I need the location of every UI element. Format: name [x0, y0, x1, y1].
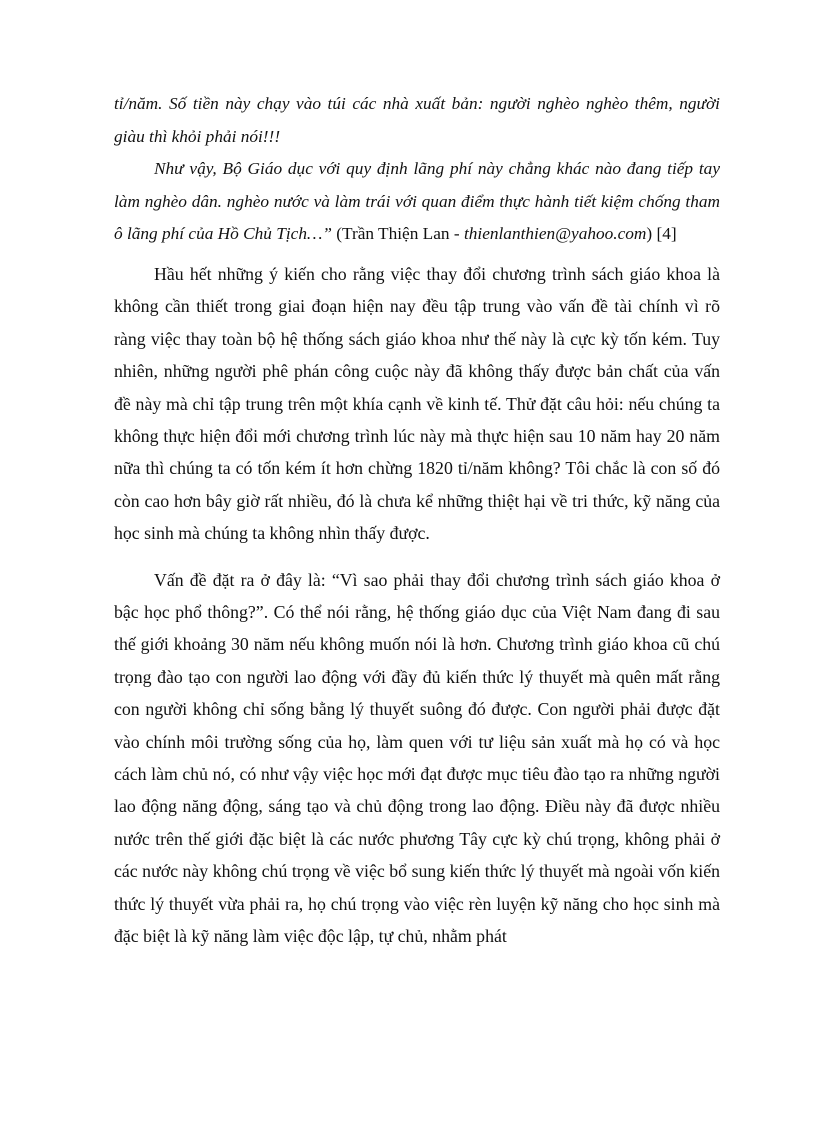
attribution-email: thienlanthien@yahoo.com — [463, 224, 647, 244]
quote-paragraph-2 — [114, 153, 720, 251]
quote-paragraph-1: tỉ/năm. Số tiền này chạy vào túi các nhà xuất bản: người nghèo nghèo thêm, người giàu thì khỏi phải nói!!! — [114, 94, 720, 146]
attribution-open: (Trần Thiện Lan - — [331, 224, 464, 244]
body-paragraph-1: Hầu hết những ý kiến cho rằng việc thay đổi chương trình sách giáo khoa là không cần thiết trong giai đoạn hiện nay đều tập trung vào vấn đề tài chính vì rõ ràng việc thay toàn bộ hệ thống sách giáo khoa như thế này là cực kỳ tốn kém. Tuy nhiên, những người phê phán công cuộc này đã không thấy được bản chất của vấn đề này mà chỉ tập trung trên một khía cạnh về kinh tế. Thử đặt câu hỏi: nếu chúng ta không thực hiện đổi mới chương trình lúc này mà thực hiện sau 10 năm hay 20 năm nữa thì chúng ta có tốn kém ít hơn chừng 1820 tỉ/năm không? Tôi chắc là con số đó còn cao hơn bây giờ rất nhiều, đó là chưa kể những thiệt hại về tri thức, kỹ năng của học sinh mà chúng ta không nhìn thấy được. — [114, 263, 720, 544]
spacer — [114, 550, 720, 564]
page-content — [114, 88, 720, 953]
quote-paragraph-2-text: Như vậy, Bộ Giáo dục với quy định lãng phí này chẳng khác nào đang tiếp tay làm nghèo dân. nghèo nước và làm trái với quan điểm thực hành tiết kiệm chống tham ô lãng phí của Hồ Chủ Tịch…” — [114, 159, 720, 244]
attribution-close: ) [4] — [646, 224, 677, 244]
quoted-passage — [114, 88, 720, 251]
body-paragraph-2: Vấn đề đặt ra ở đây là: “Vì sao phải thay đổi chương trình sách giáo khoa ở bậc học phổ thông?”. Có thể nói rằng, hệ thống giáo dục của Việt Nam đang đi sau thế giới khoảng 30 năm nếu không muốn nói là hơn. Chương trình giáo khoa cũ chú trọng đào tạo con người lao động với đầy đủ kiến thức lý thuyết mà quên mất rằng con người không chỉ sống bằng lý thuyết suông đó được. Con người phải được đặt vào chính môi trường sống của họ, làm quen với tư liệu sản xuất mà họ có và học cách làm chủ nó, có như vậy việc học mới đạt được mục tiêu đào tạo ra những người lao động năng động, sáng tạo và chủ động trong lao động. Điều này đã được nhiều nước trên thế giới đặc biệt là các nước phương Tây cực kỳ chú trọng, không phải ở các nước này không chú trọng về việc bổ sung kiến thức lý thuyết mà ngoài vốn kiến thức lý thuyết vừa phải ra, họ chú trọng vào việc rèn luyện kỹ năng cho học sinh mà đặc biệt là kỹ năng làm việc độc lập, tự chủ, nhằm phát — [114, 569, 720, 947]
spacer — [114, 251, 720, 258]
